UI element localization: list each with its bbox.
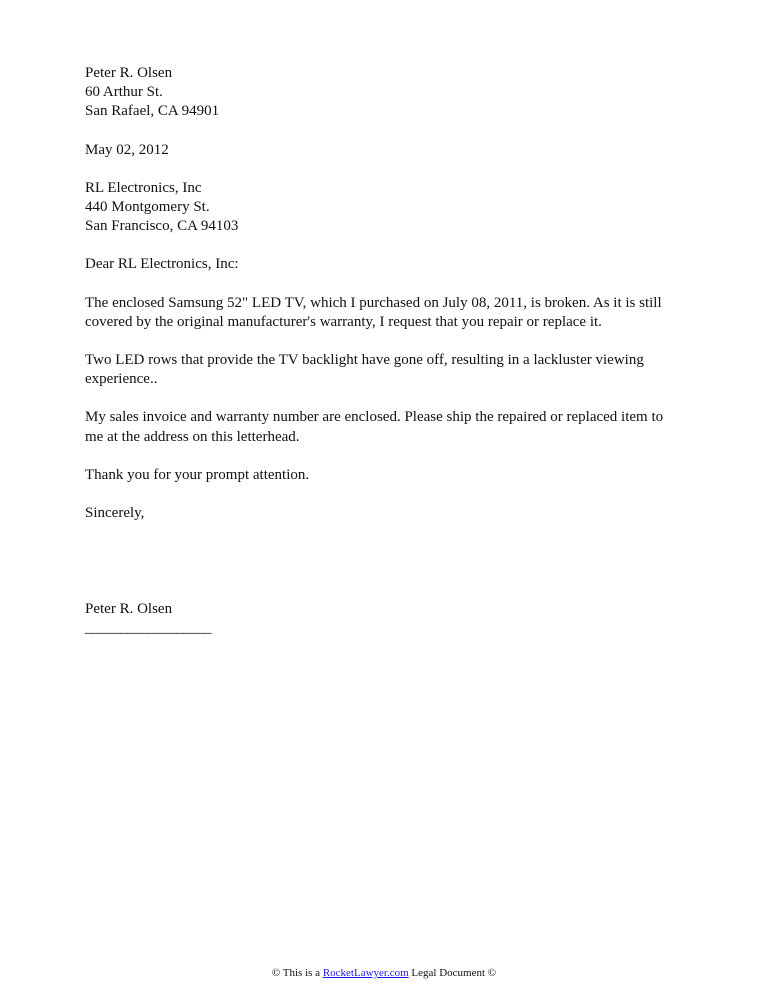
date-text: May 02, 2012 <box>85 141 169 158</box>
signature-block <box>85 600 685 638</box>
paragraph-enclosures: My sales invoice and warranty number are enclosed. Please ship the repaired or replaced item to me at the address on this letterhead. <box>85 409 664 445</box>
recipient-address <box>85 179 685 237</box>
paragraph-defect: Two LED rows that provide the TV backlight have gone off, resulting in a lackluster viewing experience.. <box>85 352 644 388</box>
recipient-name: RL Electronics, Inc <box>85 179 202 196</box>
rocketlawyer-link[interactable]: RocketLawyer.com <box>322 967 409 979</box>
recipient-street: 440 Montgomery St. <box>85 199 210 216</box>
paragraph-thanks: Thank you for your prompt attention. <box>85 466 310 483</box>
closing-text: Sincerely, <box>85 505 145 522</box>
footer-prefix: © This is a <box>271 967 323 979</box>
letter-date <box>85 141 685 160</box>
document-footer <box>0 966 768 980</box>
paragraph-complaint: The enclosed Samsung 52" LED TV, which I purchased on July 08, 2011, is broken. As it is still covered by the original manufacturer's warranty, I request that you repair or replace it. <box>85 294 662 330</box>
salutation <box>85 255 685 274</box>
signature-line: __________________ <box>85 620 211 637</box>
footer-suffix: Legal Document © <box>408 967 497 979</box>
sender-city: San Rafael, CA 94901 <box>85 103 220 120</box>
closing <box>85 504 685 523</box>
signature-space <box>85 542 685 600</box>
sender-address <box>85 64 685 122</box>
sender-street: 60 Arthur St. <box>85 84 163 101</box>
salutation-text: Dear RL Electronics, Inc: <box>85 256 239 273</box>
sender-name: Peter R. Olsen <box>85 65 173 81</box>
signature-name: Peter R. Olsen <box>85 601 173 618</box>
letter-body <box>85 64 685 639</box>
recipient-city: San Francisco, CA 94103 <box>85 218 239 235</box>
